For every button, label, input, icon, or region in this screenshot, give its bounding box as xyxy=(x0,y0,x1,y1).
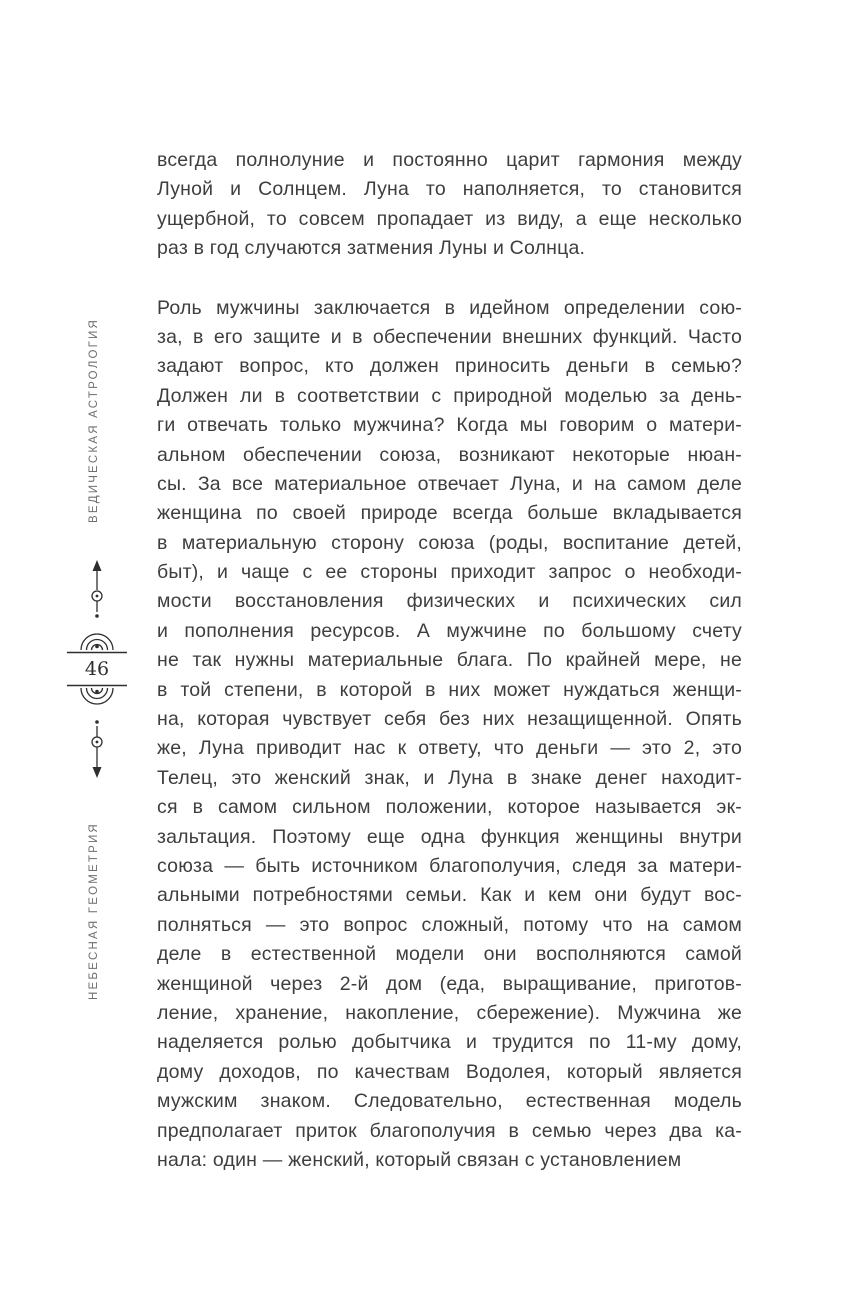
text-line: на, которая чувствует себя без них незащищенной. Опять xyxy=(157,708,742,731)
text-line: и пополнения ресурсов. А мужчине по большому счету xyxy=(157,619,742,642)
text-line: женщина по своей природе всегда больше вкладывается xyxy=(157,502,742,525)
sidebar-caption-top: ВЕДИЧЕСКАЯ АСТРОЛОГИЯ xyxy=(88,318,100,524)
text-line: деле в естественной модели они восполняются самой xyxy=(157,943,742,966)
shell-icon xyxy=(81,688,113,704)
sidebar-caption-bottom: НЕБЕСНАЯ ГЕОМЕТРИЯ xyxy=(88,822,100,1000)
text-line: за, в его защите и в обеспечении внешних функций. Часто xyxy=(157,325,742,348)
text-line: наделяется ролью добытчика и трудится по 11-му дому, xyxy=(157,1031,742,1054)
text-line: ги отвечать только мужчина? Когда мы говорим о матери- xyxy=(157,414,742,437)
text-line: быт), и чаще с ее стороны приходит запрос о необходи- xyxy=(157,561,742,584)
arrow-down-icon xyxy=(93,767,102,778)
text-line: мости восстановления физических и психических сил xyxy=(157,590,742,613)
text-line: сы. За все материальное отвечает Луна, и на самом деле xyxy=(157,472,742,495)
text-line: Луной и Солнцем. Луна то наполняется, то становится xyxy=(157,178,742,201)
text-line: нала: один — женский, который связан с установлением xyxy=(157,1148,682,1171)
text-line: в материальную сторону союза (роды, воспитание детей, xyxy=(157,531,742,554)
text-line: раз в год случаются затмения Луны и Солнца. xyxy=(157,237,586,260)
text-line: альными потребностями семьи. Как и кем они будут вос- xyxy=(157,884,742,907)
ornament-bottom-icon xyxy=(65,684,129,778)
text-line: задают вопрос, кто должен приносить деньги в семью? xyxy=(157,355,742,378)
text-line: не так нужны материальные блага. По крайней мере, не xyxy=(157,649,742,672)
text-line: ление, хранение, накопление, сбережение). Мужчина же xyxy=(157,1001,742,1024)
text-line: женщиной через 2-й дом (еда, выращивание, приготов- xyxy=(157,972,742,995)
text-block xyxy=(157,146,742,1175)
arrow-up-icon xyxy=(93,560,102,571)
text-line: в той степени, в которой в них может нуждаться женщи- xyxy=(157,678,742,701)
text-line: предполагает приток благополучия в семью через два ка- xyxy=(157,1119,742,1142)
text-line: всегда полнолуние и постоянно царит гармония между xyxy=(157,149,742,171)
page-number: 46 xyxy=(84,658,110,680)
text-line: же, Луна приводит нас к ответу, что деньги — это 2, это xyxy=(157,737,742,760)
text-line: полняться — это вопрос сложный, потому что на самом xyxy=(157,913,742,936)
text-line: зальтация. Поэтому еще одна функция женщины внутри xyxy=(157,825,742,848)
text-line: альном обеспечении союза, возникают некоторые нюан- xyxy=(157,443,742,466)
paragraph xyxy=(157,146,742,264)
text-line: дому доходов, по качествам Водолея, который является xyxy=(157,1060,742,1083)
text-line: ущербной, то совсем пропадает из виду, а еще несколько xyxy=(157,207,742,230)
ornament-top-icon xyxy=(65,560,129,654)
paragraph xyxy=(157,294,742,1176)
text-line: Роль мужчины заключается в идейном определении сою- xyxy=(157,296,742,319)
text-line: ся в самом сильном положении, которое называется эк- xyxy=(157,796,742,819)
text-line: союза — быть источником благополучия, следя за матери- xyxy=(157,854,742,877)
text-line: мужским знаком. Следовательно, естественная модель xyxy=(157,1090,742,1113)
shell-icon xyxy=(81,634,113,650)
text-line: Должен ли в соответствии с природной моделью за день- xyxy=(157,384,742,407)
page-ornament xyxy=(65,560,129,778)
text-line: Телец, это женский знак, и Луна в знаке денег находит- xyxy=(157,766,742,789)
